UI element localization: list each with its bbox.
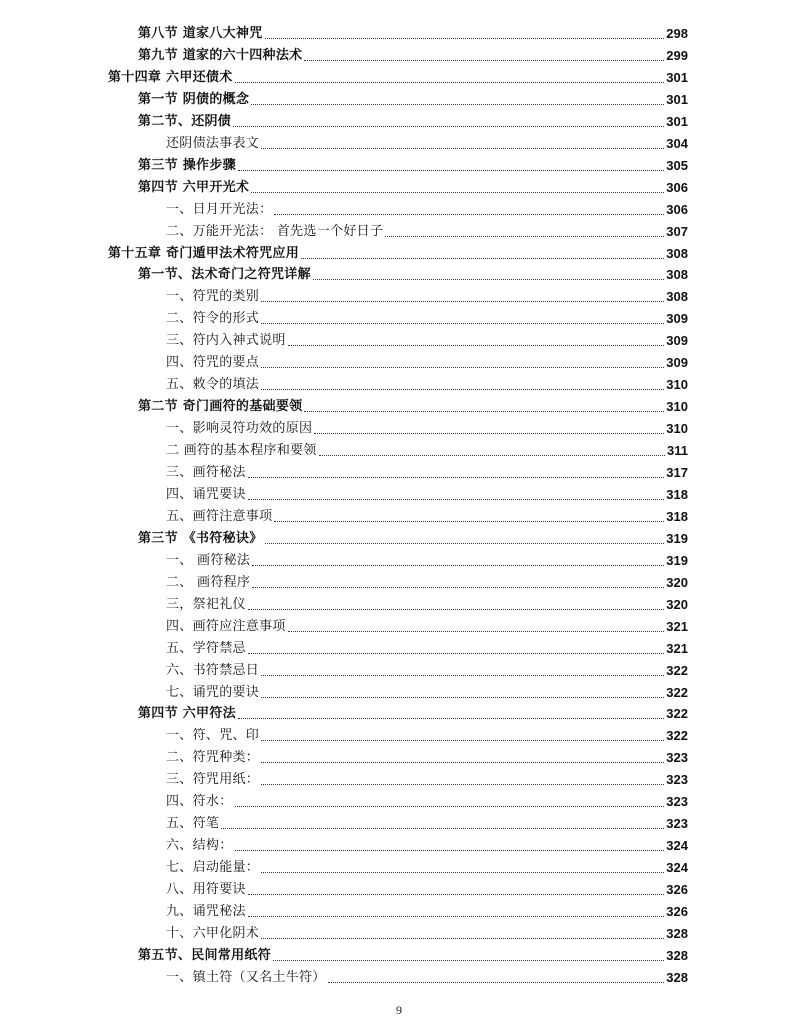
toc-entry-label: 八、用符要诀 — [166, 882, 246, 898]
dot-leader — [251, 192, 664, 193]
toc-chapter-row[interactable] — [108, 242, 688, 262]
toc-entry-page-number: 328 — [666, 925, 688, 941]
dot-leader — [261, 872, 664, 873]
toc-entry-label: 一、符、咒、印 — [166, 728, 260, 744]
toc-entry-page-number: 319 — [666, 552, 688, 568]
toc-section-row[interactable] — [138, 944, 688, 964]
toc-item-row[interactable] — [166, 132, 688, 152]
toc-entry-page-number: 308 — [666, 267, 688, 283]
toc-entry-page-number: 328 — [666, 969, 688, 985]
dot-leader — [288, 631, 665, 632]
toc-entry-page-number: 307 — [666, 223, 688, 239]
toc-entry-page-number: 299 — [666, 47, 688, 63]
toc-entry-page-number: 317 — [666, 465, 688, 480]
toc-entry-page-number: 326 — [666, 882, 688, 898]
toc-entry-page-number: 298 — [666, 26, 688, 41]
toc-entry-label: 四、画符应注意事项 — [166, 618, 286, 634]
toc-section-row[interactable] — [138, 702, 688, 722]
toc-section-row[interactable] — [138, 22, 688, 42]
toc-entry-page-number: 319 — [666, 530, 688, 546]
toc-item-row[interactable] — [166, 351, 688, 371]
toc-entry-label: 第四节 六甲开光术 — [138, 179, 250, 195]
toc-entry-label: 七、诵咒的要诀 — [166, 684, 260, 700]
dot-leader — [261, 762, 664, 763]
dot-leader — [261, 323, 664, 324]
toc-entry-label: 六、结构： — [166, 838, 233, 854]
dot-leader — [248, 894, 664, 895]
toc-item-row[interactable] — [166, 900, 688, 920]
dot-leader — [261, 367, 664, 368]
toc-entry-page-number: 301 — [666, 113, 688, 129]
toc-entry-page-number: 310 — [666, 421, 688, 437]
toc-entry-page-number: 322 — [666, 706, 688, 722]
toc-item-row[interactable] — [166, 637, 688, 657]
toc-section-row[interactable] — [138, 176, 688, 196]
toc-entry-page-number: 321 — [666, 640, 688, 656]
toc-item-row[interactable] — [166, 681, 688, 701]
dot-leader — [235, 850, 665, 851]
toc-entry-label: 第四节 六甲符法 — [138, 706, 236, 722]
toc-entry-label: 第八节 道家八大神咒 — [138, 26, 263, 41]
toc-entry-page-number: 311 — [667, 443, 688, 459]
toc-entry-page-number: 309 — [666, 311, 688, 327]
dot-leader — [235, 82, 665, 83]
toc-entry-page-number: 304 — [666, 135, 688, 151]
toc-item-row[interactable] — [166, 812, 688, 832]
toc-item-row[interactable] — [166, 417, 688, 437]
toc-item-row[interactable] — [166, 856, 688, 876]
toc-entry-page-number: 306 — [666, 179, 688, 195]
dot-leader — [261, 697, 664, 698]
toc-item-row[interactable] — [166, 615, 688, 635]
toc-entry-page-number: 323 — [666, 772, 688, 788]
dot-leader — [251, 104, 664, 105]
toc-entry-label: 十、六甲化阴术 — [166, 925, 260, 941]
dot-leader — [314, 433, 664, 434]
toc-entry-page-number: 323 — [666, 794, 688, 810]
toc-entry-page-number: 320 — [666, 574, 688, 590]
dot-leader — [261, 675, 664, 676]
dot-leader — [288, 345, 665, 346]
toc-entry-page-number: 309 — [666, 333, 688, 349]
toc-entry-page-number: 301 — [666, 91, 688, 107]
toc-entry-label: 第二节 奇门画符的基础要领 — [138, 399, 303, 415]
toc-entry-label: 四、符水： — [166, 794, 233, 810]
toc-entry-label: 第三节 操作步骤 — [138, 157, 236, 173]
dot-leader — [261, 784, 664, 785]
dot-leader — [319, 455, 665, 456]
toc-section-row[interactable] — [138, 88, 688, 108]
toc-entry-page-number: 320 — [666, 596, 688, 612]
toc-item-row[interactable] — [166, 198, 688, 218]
toc-entry-label: 还阴债法事表文 — [166, 135, 260, 151]
toc-entry-label: 二、 画符程序 — [166, 574, 251, 590]
toc-entry-page-number: 323 — [666, 750, 688, 766]
toc-entry-label: 二、符令的形式 — [166, 311, 260, 327]
toc-entry-label: 七、启动能量： — [166, 860, 260, 876]
toc-entry-label: 第十四章 六甲还债术 — [108, 69, 233, 85]
toc-item-row[interactable] — [166, 746, 688, 766]
toc-entry-label: 三，祭祀礼仪 — [166, 596, 246, 612]
dot-leader — [238, 170, 664, 171]
toc-item-row[interactable] — [166, 571, 688, 591]
toc-entry-page-number: 309 — [666, 355, 688, 371]
toc-entry-label: 一、镇土符（又名土牛符） — [166, 969, 326, 985]
toc-item-row[interactable] — [166, 439, 688, 459]
toc-section-row[interactable] — [138, 263, 688, 283]
toc-entry-label: 三、符内入神式说明 — [166, 333, 286, 349]
toc-entry-label: 三、符咒用纸： — [166, 772, 260, 788]
toc-entry-label: 二 画符的基本程序和要领 — [166, 443, 317, 459]
toc-entry-page-number: 308 — [666, 289, 688, 305]
toc-entry-page-number: 322 — [666, 684, 688, 700]
toc-item-row[interactable] — [166, 768, 688, 788]
dot-leader — [385, 236, 664, 237]
toc-item-row[interactable] — [166, 285, 688, 305]
toc-entry-label: 第一节、法术奇门之符咒详解 — [138, 267, 311, 283]
toc-entry-label: 一、日月开光法： — [166, 201, 273, 217]
toc-item-row[interactable] — [166, 922, 688, 942]
toc-entry-label: 第九节 道家的六十四种法术 — [138, 47, 303, 63]
toc-item-row[interactable] — [166, 505, 688, 525]
dot-leader — [304, 411, 664, 412]
toc-entry-label: 三、画符秘法 — [166, 465, 246, 480]
toc-chapter-row[interactable] — [108, 66, 688, 86]
toc-entry-label: 五、符笔 — [166, 816, 220, 832]
dot-leader — [273, 960, 664, 961]
toc-section-row[interactable] — [138, 44, 688, 64]
dot-leader — [301, 258, 664, 259]
dot-leader — [274, 521, 664, 522]
toc-entry-page-number: 308 — [666, 245, 688, 261]
toc-item-row[interactable] — [166, 834, 688, 854]
toc-entry-label: 六、书符禁忌日 — [166, 662, 260, 678]
toc-entry-page-number: 305 — [666, 157, 688, 173]
toc-entry-page-number: 310 — [666, 377, 688, 393]
toc-section-row[interactable] — [138, 527, 688, 547]
toc-item-row[interactable] — [166, 329, 688, 349]
dot-leader — [248, 916, 664, 917]
toc-item-row[interactable] — [166, 307, 688, 327]
toc-entry-label: 一、 画符秘法 — [166, 552, 251, 568]
toc-entry-page-number: 322 — [666, 662, 688, 678]
page-number: 9 — [396, 1003, 402, 1017]
toc-entry-label: 二、万能开光法： 首先选一个好日子 — [166, 223, 384, 239]
toc-entry-page-number: 321 — [666, 618, 688, 634]
toc-item-row[interactable] — [166, 593, 688, 613]
dot-leader — [252, 565, 664, 566]
dot-leader — [248, 653, 664, 654]
toc-entry-label: 一、符咒的类别 — [166, 289, 260, 305]
dot-leader — [313, 279, 664, 280]
dot-leader — [261, 740, 664, 741]
toc-item-row[interactable] — [166, 659, 688, 679]
dot-leader — [235, 806, 665, 807]
toc-entry-label: 二、符咒种类： — [166, 750, 260, 766]
dot-leader — [261, 389, 664, 390]
toc-entry-page-number: 322 — [666, 728, 688, 744]
dot-leader — [265, 543, 665, 544]
toc-entry-label: 第二节、还阴债 — [138, 113, 232, 129]
toc-entry-page-number: 323 — [666, 816, 688, 832]
toc-section-row[interactable] — [138, 110, 688, 130]
dot-leader — [248, 477, 664, 478]
dot-leader — [304, 60, 664, 61]
dot-leader — [261, 938, 664, 939]
toc-entry-page-number: 324 — [666, 838, 688, 854]
toc-entry-label: 九、诵咒秘法 — [166, 904, 246, 919]
toc-item-row[interactable] — [166, 220, 688, 240]
toc-entry-label: 五、敕令的填法 — [166, 377, 260, 393]
dot-leader — [261, 301, 664, 302]
toc-entry-page-number: 326 — [666, 904, 688, 919]
dot-leader — [328, 982, 665, 983]
toc-entry-page-number: 318 — [666, 486, 688, 502]
dot-leader — [261, 148, 664, 149]
toc-item-row[interactable] — [166, 483, 688, 503]
toc-entry-page-number: 324 — [666, 860, 688, 876]
dot-leader — [274, 214, 664, 215]
toc-section-row[interactable] — [138, 154, 688, 174]
toc-entry-page-number: 318 — [666, 508, 688, 524]
toc-entry-label: 一、影响灵符功效的原因 — [166, 421, 313, 437]
toc-item-row[interactable] — [166, 966, 688, 986]
toc-entry-label: 第十五章 奇门遁甲法术符咒应用 — [108, 245, 300, 261]
dot-leader — [248, 499, 664, 500]
dot-leader — [238, 718, 664, 719]
toc-entry-label: 四、诵咒要诀 — [166, 486, 246, 502]
toc-entry-page-number: 306 — [666, 201, 688, 217]
toc-item-row[interactable] — [166, 790, 688, 810]
toc-entry-label: 五、学符禁忌 — [166, 640, 246, 656]
toc-item-row[interactable] — [166, 549, 688, 569]
toc-entry-label: 第一节 阴债的概念 — [138, 91, 250, 107]
dot-leader — [221, 828, 664, 829]
toc-entry-page-number: 301 — [666, 69, 688, 85]
dot-leader — [248, 609, 664, 610]
toc-item-row[interactable] — [166, 373, 688, 393]
toc-item-row[interactable] — [166, 461, 688, 481]
toc-entry-label: 四、符咒的要点 — [166, 355, 260, 371]
toc-entry-label: 第五节、民间常用纸符 — [138, 947, 272, 963]
toc-entry-label: 第三节 《书符秘诀》 — [138, 530, 263, 546]
dot-leader — [233, 126, 664, 127]
toc-entry-page-number: 328 — [666, 947, 688, 963]
toc-entry-page-number: 310 — [666, 399, 688, 415]
toc-item-row[interactable] — [166, 724, 688, 744]
toc-section-row[interactable] — [138, 395, 688, 415]
dot-leader — [252, 587, 664, 588]
toc-entry-label: 五、画符注意事项 — [166, 508, 273, 524]
toc-item-row[interactable] — [166, 878, 688, 898]
dot-leader — [265, 38, 665, 39]
